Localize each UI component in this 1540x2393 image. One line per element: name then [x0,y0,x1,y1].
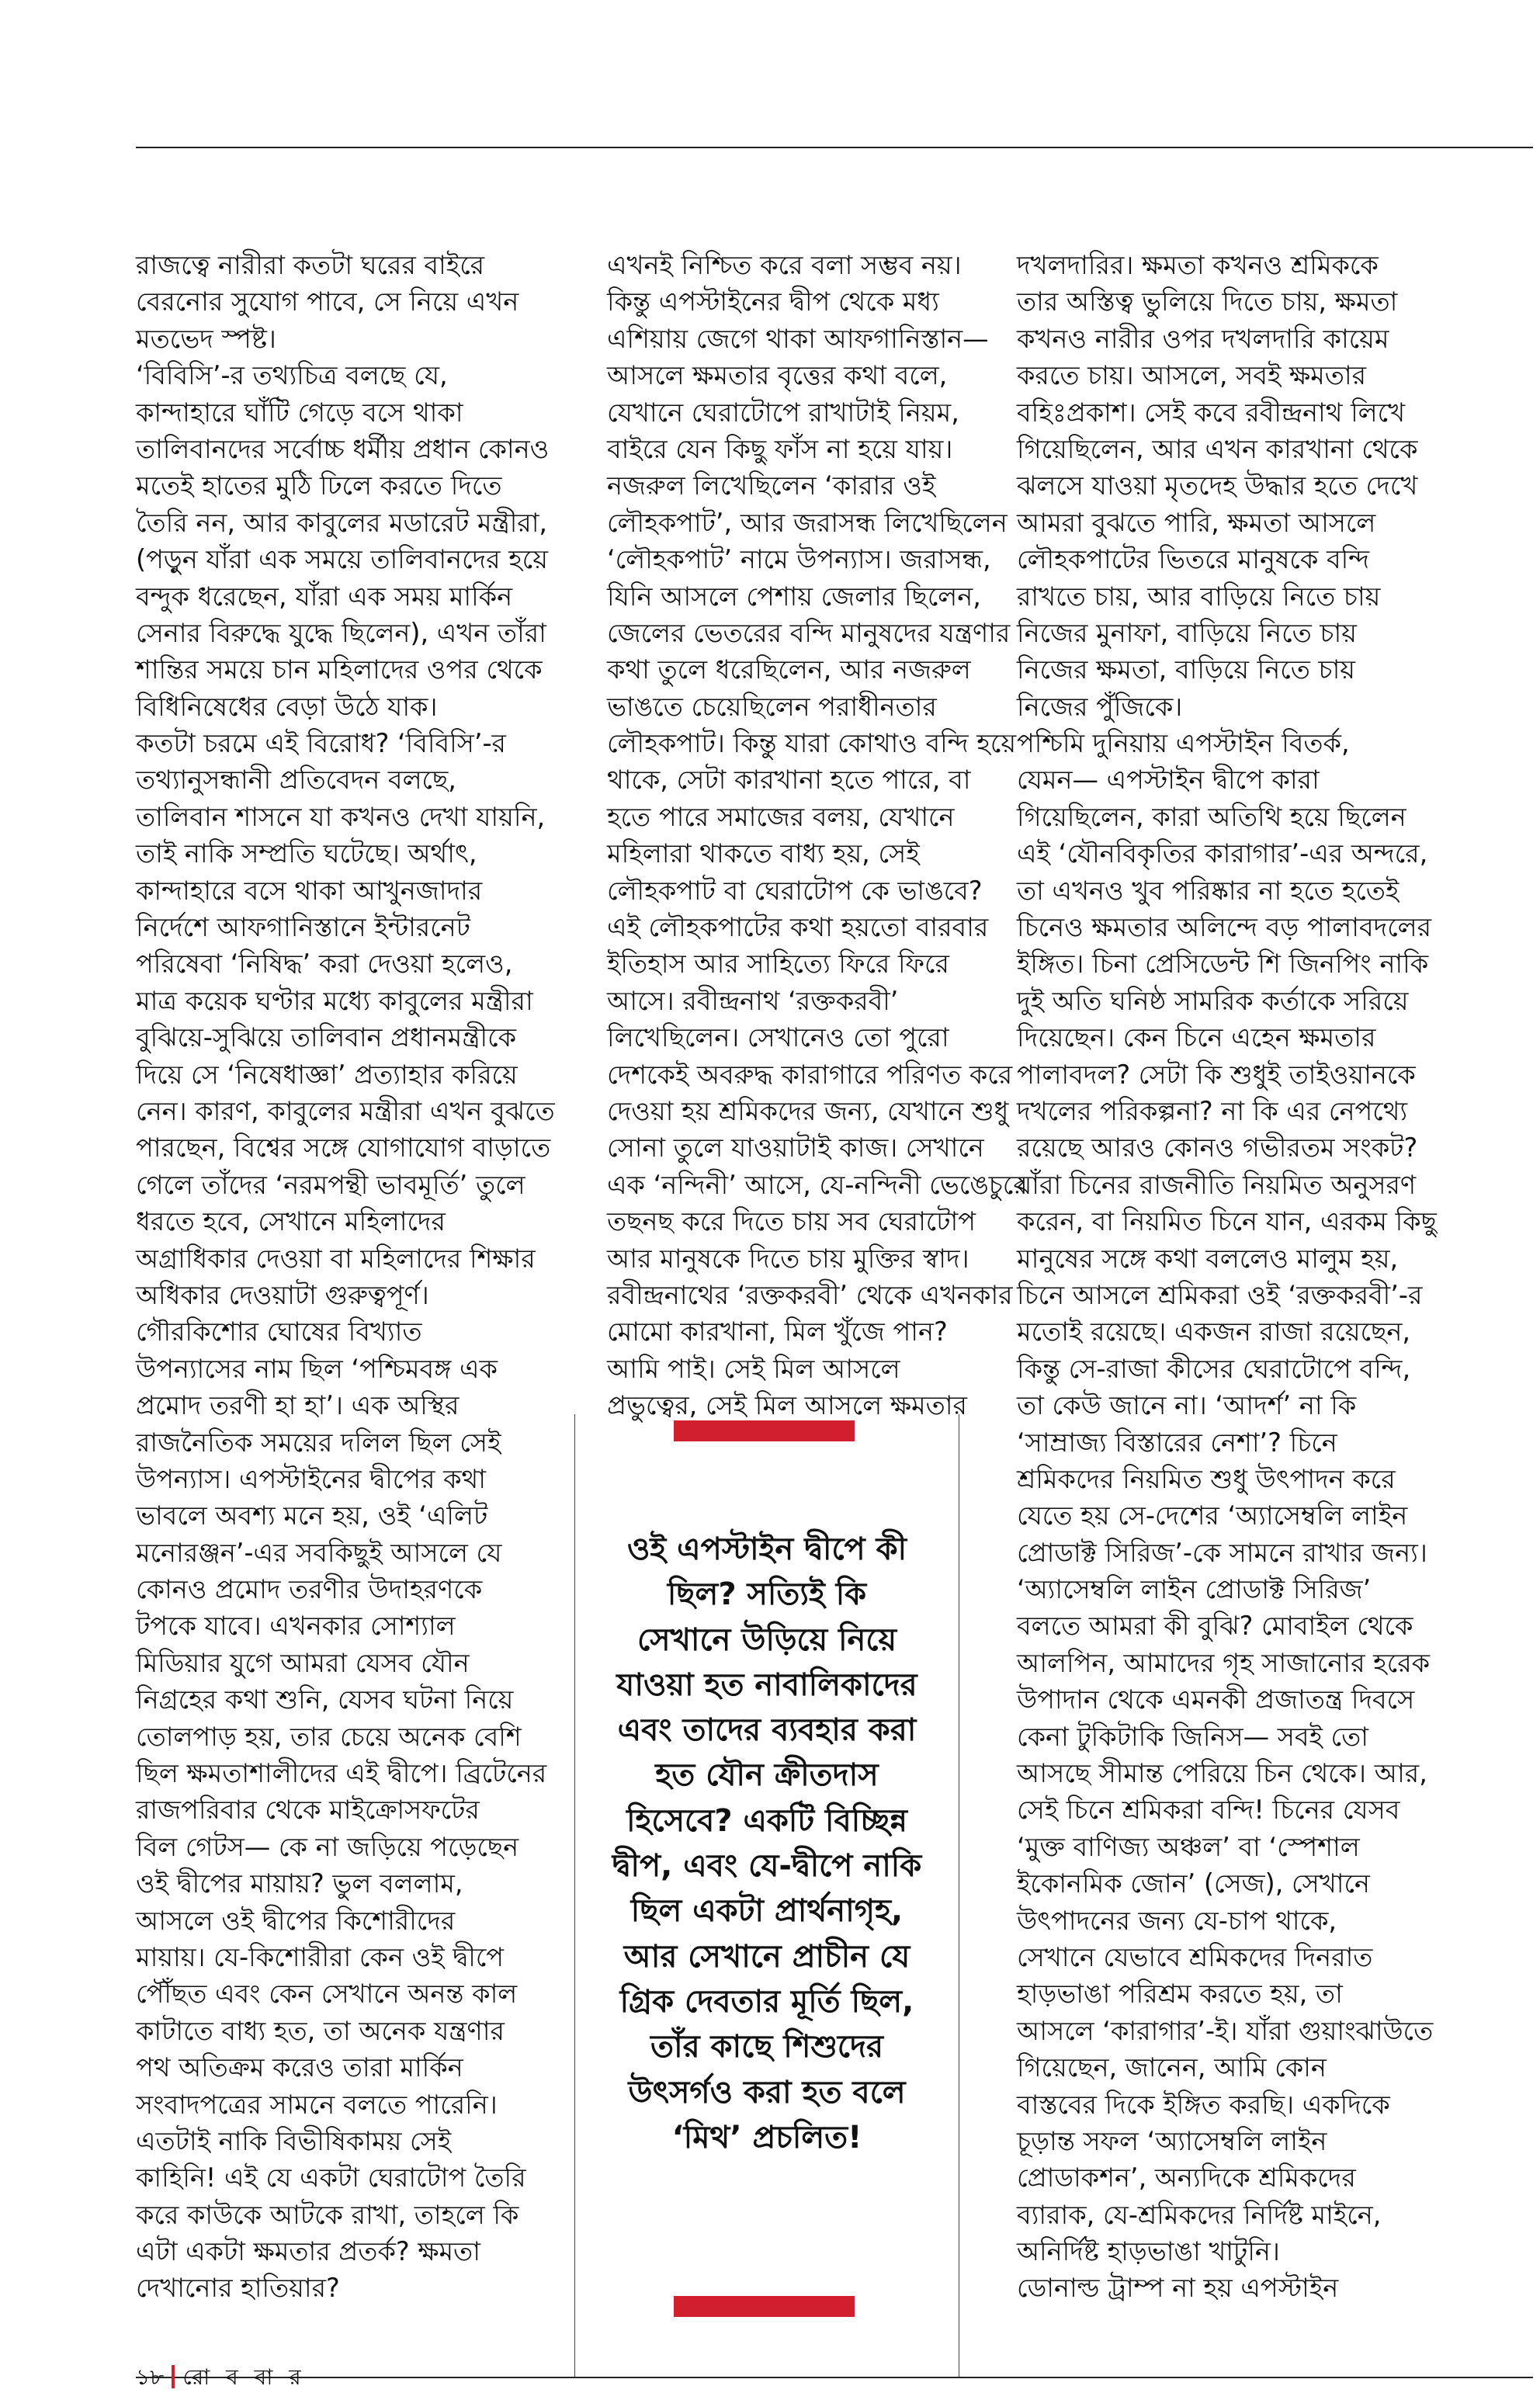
article-line: দখলদারির। ক্ষমতা কখনও শ্রমিককে [1017,250,1379,280]
article-line: পৌঁছত এবং কেন সেখানে অনন্ত কাল [136,1979,518,2010]
article-line: মতভেদ স্পষ্ট। [136,323,276,354]
article-line: আর মানুষকে দিতে চায় মুক্তির স্বাদ। [607,1243,969,1274]
article-line: উপন্যাসের নাম ছিল ‘পশ্চিমবঙ্গ এক [136,1353,498,1384]
article-line: গেলে তাঁদের ‘নরমপন্থী ভাবমূর্তি’ তুলে [136,1169,525,1200]
article-line: গিয়েছিলেন, কারা অতিথি হয়ে ছিলেন [1017,801,1406,832]
article-line: সোনা তুলে যাওয়াটাই কাজ। সেখানে [607,1132,984,1164]
article-line: ‘লৌহকপাট’ নামে উপন্যাস। জরাসন্ধ, [607,544,991,575]
article-line: যেতে হয় সে-দেশের ‘অ্যাসেম্বলি লাইন [1017,1500,1408,1531]
article-line: বাস্তবের দিকে ইঙ্গিত করছি। একদিকে [1017,2089,1390,2120]
article-line: বেরনোর সুযোগ পাবে, সে নিয়ে এখন [136,286,519,317]
article-line: ব্যারাক, যে-শ্রমিকদের নির্দিষ্ট মাইনে, [1017,2199,1382,2230]
article-line: বিধিনিষেধের বেড়া উঠে যাক। [136,691,438,722]
pull-quote-accent-bar-bottom [674,2296,855,2317]
article-line: দখলের পরিকল্পনা? না কি এর নেপথ্যে [1017,1095,1408,1126]
page-number: ১৮ [136,2364,165,2390]
article-line: দেশকেই অবরুদ্ধ কারাগারে পরিণত করে [607,1059,1013,1090]
article-line: করেন, বা নিয়মিত চিনে যান, এরকম কিছু [1017,1206,1437,1237]
article-line: টপকে যাবে। এখনকার সোশ্যাল [136,1611,456,1642]
article-line: আমি পাই। সেই মিল আসলে [607,1353,900,1384]
article-line: সেখানে যেভাবে শ্রমিকদের দিনরাত [1017,1941,1373,1972]
article-line: জেলের ভেতরের বন্দি মানুষদের যন্ত্রণার [607,617,1011,648]
article-column-2 [607,247,1030,1424]
top-rule [136,147,1533,148]
article-line: সেই চিনে শ্রমিকরা বন্দি! চিনের যেসব [1017,1795,1400,1826]
article-line: চিনে আসলে শ্রমিকরা ওই ‘রক্তকরবী’-র [1017,1279,1423,1310]
article-line: এক ‘নন্দিনী’ আসে, যে-নন্দিনী ভেঙেচুরে [607,1169,1028,1200]
article-line: মোমো কারখানা, মিল খুঁজে পান? [607,1316,948,1347]
article-line: তার অস্তিত্ব ভুলিয়ে দিতে চায়, ক্ষমতা [1017,286,1398,317]
article-line: আসছে সীমান্ত পেরিয়ে চিন থেকে। আর, [1017,1758,1427,1789]
article-line: পারছেন, বিশ্বের সঙ্গে যোগাযোগ বাড়াতে [136,1132,551,1164]
article-line: লৌহকপাটের ভিতরে মানুষকে বন্দি [1017,544,1370,575]
article-line: বাইরে যেন কিছু ফাঁস না হয়ে যায়। [607,433,953,464]
article-line: শ্রমিকদের নিয়মিত শুধু উৎপাদন করে [1017,1463,1396,1494]
article-line: নির্দেশে আফগানিস্তানে ইন্টারনেট [136,912,470,943]
article-line: কখনও নারীর ওপর দখলদারি কায়েম [1017,323,1389,354]
article-line: অনির্দিষ্ট হাড়ভাঙা খাটুনি। [1017,2236,1280,2267]
article-line: পশ্চিমি দুনিয়ায় এপস্টাইন বিতর্ক, [1017,728,1350,759]
article-line: ‘অ্যাসেম্বলি লাইন প্রোডাক্ট সিরিজ’ [1017,1574,1372,1605]
pull-quote-line: গ্রিক দেবতার মূর্তি ছিল, [619,1983,914,2020]
pull-quote-line: যাওয়া হত নাবালিকাদের [616,1666,917,1703]
article-line: অধিকার দেওয়াটা গুরুত্বপূর্ণ। [136,1279,429,1310]
article-line: তথ্যানুসন্ধানী প্রতিবেদন বলছে, [136,765,456,796]
article-line: উপাদান থেকে এমনকী প্রজাতন্ত্র দিবসে [1017,1684,1415,1715]
article-line: এতটাই নাকি বিভীষিকাময় সেই [136,2125,452,2156]
article-line: লৌহকপাট বা ঘেরাটোপ কে ভাঙবে? [607,875,983,906]
article-line: কেনা টুকিটাকি জিনিস— সবই তো [1017,1721,1369,1752]
article-line: দেওয়া হয় শ্রমিকদের জন্য, যেখানে শুধু [607,1095,1009,1126]
article-line: যিনি আসলে পেশায় জেলার ছিলেন, [607,581,981,612]
pull-quote-line: উৎসর্গও করা হত বলে [628,2074,906,2110]
article-line: ‘মুক্ত বাণিজ্য অঞ্চল’ বা ‘স্পেশাল [1017,1831,1360,1862]
article-line: এটা একটা ক্ষমতার প্রতর্ক? ক্ষমতা [136,2236,480,2267]
article-line: ধরতে হবে, সেখানে মহিলাদের [136,1206,446,1237]
article-line: লৌহকপাট’, আর জরাসন্ধ লিখেছিলেন [607,507,1008,538]
article-line: আলপিন, আমাদের গৃহ সাজানোর হরেক [1017,1647,1431,1678]
pull-quote-line: তাঁর কাছে শিশুদের [650,2029,883,2065]
article-line: বহিঃপ্রকাশ। সেই কবে রবীন্দ্রনাথ লিখে [1017,397,1406,428]
article-line: মানুষের সঙ্গে কথা বললেও মালুম হয়, [1017,1243,1399,1274]
article-line: উৎপাদনের জন্য যে-চাপ থাকে, [1017,1905,1337,1936]
article-line: চূড়ান্ত সফল ‘অ্যাসেম্বলি লাইন [1017,2125,1327,2156]
pull-quote-line: ওই এপস্টাইন দ্বীপে কী [626,1531,907,1567]
article-line: ইঙ্গিত। চিনা প্রেসিডেন্ট শি জিনপিং নাকি [1017,949,1429,980]
article-line: গিয়েছেন, জানেন, আমি কোন [1017,2052,1327,2083]
article-line: অগ্রাধিকার দেওয়া বা মহিলাদের শিক্ষার [136,1243,536,1274]
article-line: প্রমোদ তরণী হা হা’। এক অস্থির [136,1390,460,1421]
article-line: করে কাউকে আটকে রাখা, তাহলে কি [136,2199,519,2230]
pull-quote-box [573,1414,961,2377]
article-line: প্রোডাক্ট সিরিজ’-কে সামনে রাখার জন্য। [1017,1537,1427,1568]
article-line: তা এখনও খুব পরিষ্কার না হতে হতেই [1017,875,1400,906]
article-line: তৈরি নন, আর কাবুলের মডারেট মন্ত্রীরা, [136,507,548,538]
article-line: রবীন্দ্রনাথের ‘রক্তকরবী’ থেকে এখনকার [607,1279,1013,1310]
pull-quote-line: আর সেখানে প্রাচীন যে [623,1938,910,1975]
article-line: প্রোডাকশন’, অন্যদিকে শ্রমিকদের [1017,2162,1356,2194]
article-line: থাকে, সেটা কারখানা হতে পারে, বা [607,765,971,796]
article-line: যেখানে ঘেরাটোপে রাখাটাই নিয়ম, [607,397,959,428]
article-line: এই ‘যৌনবিকৃতির কারাগার’-এর অন্দরে, [1017,838,1428,869]
article-line: গৌরকিশোর ঘোষের বিখ্যাত [136,1316,422,1347]
article-line: পথ অতিক্রম করেও তারা মার্কিন [136,2052,463,2083]
article-line: দিয়েছেন। কেন চিনে এহেন ক্ষমতার [1017,1022,1376,1053]
article-line: নিজের ক্ষমতা, বাড়িয়ে নিতে চায় [1017,654,1356,685]
article-line: ইকোনমিক জোন’ (সেজ), সেখানে [1017,1868,1370,1899]
article-line: চিনেও ক্ষমতার অলিন্দে বড় পালাবদলের [1017,912,1432,943]
article-line: মহিলারা থাকতে বাধ্য হয়, সেই [607,838,920,869]
pull-quote-accent-bar-top [674,1420,855,1441]
article-line: কাটাতে বাধ্য হত, তা অনেক যন্ত্রণার [136,2015,505,2046]
article-line: ওই দ্বীপের মায়ায়? ভুল বললাম, [136,1868,463,1899]
article-line: রাজনৈতিক সময়ের দলিল ছিল সেই [136,1427,501,1458]
article-line: উপন্যাস। এপস্টাইনের দ্বীপের কথা [136,1463,486,1494]
article-line: কাহিনি! এই যে একটা ঘেরাটোপ তৈরি [136,2162,526,2194]
article-line: সেনার বিরুদ্ধে যুদ্ধে ছিলেন), এখন তাঁরা [136,617,546,648]
article-column-3 [1017,247,1483,2307]
article-line: নিজের মুনাফা, বাড়িয়ে নিতে চায় [1017,617,1357,648]
article-line: বিল গেটস— কে না জড়িয়ে পড়েছেন [136,1831,519,1862]
article-line: কথা তুলে ধরেছিলেন, আর নজরুল [607,654,971,685]
article-line: আসলে ওই দ্বীপের কিশোরীদের [136,1905,456,1936]
pull-quote-line: এবং তাদের ব্যবহার করা [617,1712,917,1749]
article-line: কতটা চরমে এই বিরোধ? ‘বিবিসি’-র [136,728,506,759]
article-line: ছিল ক্ষমতাশালীদের এই দ্বীপে। ব্রিটেনের [136,1758,547,1789]
article-line: কিন্তু এপস্টাইনের দ্বীপ থেকে মধ্য [607,286,939,317]
article-line: ভাঙতে চেয়েছিলেন পরাধীনতার [607,691,937,722]
pull-quote-line: ‘মিথ’ প্রচলিত! [671,2119,862,2155]
article-line: বন্দুক ধরেছেন, যাঁরা এক সময় মার্কিন [136,581,513,612]
article-line: তালিবান শাসনে যা কখনও দেখা যায়নি, [136,801,546,832]
article-line: নিজের পুঁজিকে। [1017,691,1183,722]
article-line: মিডিয়ার যুগে আমরা যেসব যৌন [136,1647,470,1678]
article-line: যেমন— এপস্টাইন দ্বীপে কারা [1017,765,1320,796]
article-line: নজরুল লিখেছিলেন ‘কারার ওই [607,470,936,501]
article-line: কোনও প্রমোদ তরণীর উদাহরণকে [136,1574,483,1605]
article-line: তাই নাকি সম্প্রতি ঘটেছে। অর্থাৎ, [136,838,477,869]
article-line: তালিবানদের সর্বোচ্চ ধর্মীয় প্রধান কোনও [136,433,550,464]
article-line: ‘সাম্রাজ্য বিস্তারের নেশা’? চিনে [1017,1427,1337,1458]
article-line: (পড়ুন যাঁরা এক সময়ে তালিবানদের হয়ে [136,544,549,575]
publication-name: রো ব বা র [182,2364,306,2390]
article-line: তছনছ করে দিতে চায় সব ঘেরাটোপ [607,1206,976,1237]
article-line: ইতিহাস আর সাহিত্যে ফিরে ফিরে [607,949,949,980]
article-line: দিয়ে সে ‘নিষেধাজ্ঞা’ প্রত্যাহার করিয়ে [136,1059,518,1090]
article-line: তা কেউ জানে না। ‘আদর্শ’ না কি [1017,1390,1357,1421]
article-line: লৌহকপাট। কিন্তু যারা কোথাও বন্দি হয়ে [607,728,1017,759]
article-line: নেন। কারণ, কাবুলের মন্ত্রীরা এখন বুঝতে [136,1095,555,1126]
article-line: যাঁরা চিনের রাজনীতি নিয়মিত অনুসরণ [1017,1169,1417,1200]
article-line: দেখানোর হাতিয়ার? [136,2273,340,2304]
article-line: ঝলসে যাওয়া মৃতদেহ উদ্ধার হতে দেখে [1017,470,1418,501]
article-line: মাত্র কয়েক ঘণ্টার মধ্যে কাবুলের মন্ত্রীরা [136,985,533,1016]
article-line: আসে। রবীন্দ্রনাথ ‘রক্তকরবী’ [607,985,899,1016]
pull-quote-line: ছিল? সত্যিই কি [667,1576,867,1613]
article-line: করতে চায়। আসলে, সবই ক্ষমতার [1017,360,1367,391]
article-line: শান্তির সময়ে চান মহিলাদের ওপর থেকে [136,654,543,685]
article-line: প্রভুত্বের, সেই মিল আসলে ক্ষমতার [607,1390,967,1421]
pull-quote-line: সেখানে উড়িয়ে নিয়ে [636,1621,897,1658]
article-line: রাখতে চায়, আর বাড়িয়ে নিতে চায় [1017,581,1381,612]
pull-quote-line: হত যৌন ক্রীতদাস [655,1757,879,1794]
article-line: লিখেছিলেন। সেখানেও তো পুরো [607,1022,949,1053]
article-line: আসলে ক্ষমতার বৃত্তের কথা বলে, [607,360,948,391]
article-line: রাজত্বে নারীরা কতটা ঘরের বাইরে [136,250,485,280]
article-line: দুই অতি ঘনিষ্ঠ সামরিক কর্তাকে সরিয়ে [1017,985,1409,1016]
article-line: কান্দাহারে বসে থাকা আখুনজাদার [136,875,483,906]
article-line: কিন্তু সে-রাজা কীসের ঘেরাটোপে বন্দি, [1017,1353,1411,1384]
article-line: মতেই হাতের মুঠি ঢিলে করতে দিতে [136,470,502,501]
article-line: আমরা বুঝতে পারি, ক্ষমতা আসলে [1017,507,1376,538]
article-line: আসলে ‘কারাগার’-ই। যাঁরা গুয়াংঝাউতে [1017,2015,1434,2046]
article-line: ভাবলে অবশ্য মনে হয়, ওই ‘এলিট [136,1500,488,1531]
article-line: এই লৌহকপাটের কথা হয়তো বারবার [607,912,989,943]
article-line: মনোরঞ্জন’-এর সবকিছুই আসলে যে [136,1537,502,1568]
article-line: মতোই রয়েছে। একজন রাজা রয়েছেন, [1017,1316,1411,1347]
article-line: ‘বিবিসি’-র তথ্যচিত্র বলছে যে, [136,360,448,391]
pull-quote-line: দ্বীপ, এবং যে-দ্বীপে নাকি [612,1848,922,1885]
page-footer [136,2362,306,2393]
article-line: তোলপাড় হয়, তার চেয়ে অনেক বেশি [136,1721,522,1752]
article-line: পরিষেবা ‘নিষিদ্ধ’ করা দেওয়া হলেও, [136,949,513,980]
article-line: হতে পারে সমাজের বলয়, যেখানে [607,801,955,832]
bottom-rule [136,2377,1533,2378]
article-line: কান্দাহারে ঘাঁটি গেড়ে বসে থাকা [136,397,463,428]
article-line: ডোনাল্ড ট্রাম্প না হয় এপস্টাইন [1017,2273,1339,2304]
pull-quote-line: হিসেবে? একটি বিচ্ছিন্ন [626,1802,907,1839]
pull-quote-text [573,1527,961,2160]
article-line: গিয়েছিলেন, আর এখন কারখানা থেকে [1017,433,1418,464]
article-line: রাজপরিবার থেকে মাইক্রোসফটের [136,1795,480,1826]
pull-quote-line: ছিল একটা প্রার্থনাগৃহ, [630,1893,904,1930]
article-line: পালাবদল? সেটা কি শুধুই তাইওয়ানকে [1017,1059,1416,1090]
article-line: মায়ায়। যে-কিশোরীরা কেন ওই দ্বীপে [136,1941,505,1972]
footer-separator [172,2365,175,2388]
article-line: নিগ্রহের কথা শুনি, যেসব ঘটনা নিয়ে [136,1684,514,1715]
article-line: বুঝিয়ে-সুঝিয়ে তালিবান প্রধানমন্ত্রীকে [136,1022,517,1053]
article-line: এশিয়ায় জেগে থাকা আফগানিস্তান— [607,323,989,354]
article-line: এখনই নিশ্চিত করে বলা সম্ভব নয়। [607,250,962,280]
article-line: সংবাদপত্রের সামনে বলতে পারেনি। [136,2089,498,2120]
article-column-1 [136,247,559,2307]
article-line: বলতে আমরা কী বুঝি? মোবাইল থেকে [1017,1611,1413,1642]
article-line: হাড়ভাঙা পরিশ্রম করতে হয়, তা [1017,1979,1343,2010]
article-line: রয়েছে আরও কোনও গভীরতম সংকট? [1017,1132,1418,1164]
